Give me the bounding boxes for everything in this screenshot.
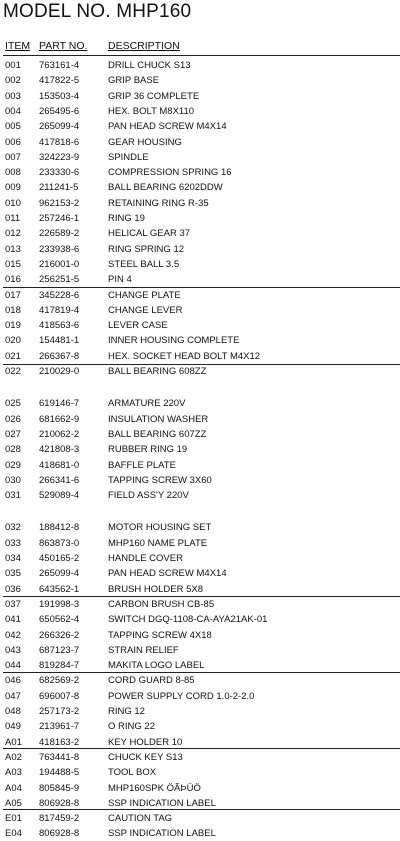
table-row: [3, 796, 400, 811]
column-header-description: DESCRIPTION: [108, 40, 180, 52]
part-description: HELICAL GEAR 37: [108, 228, 191, 240]
part-description: MAKITA LOGO LABEL: [108, 660, 205, 672]
part-number: 210062-2: [39, 428, 80, 440]
part-number: 805845-9: [39, 782, 80, 794]
item-number: 028: [5, 444, 21, 456]
item-number: 029: [5, 459, 21, 471]
item-number: 004: [5, 105, 21, 117]
table-row: [3, 473, 400, 488]
part-description: MOTOR HOUSING SET: [108, 522, 212, 534]
table-row: [3, 303, 400, 318]
part-description: O RING 22: [108, 721, 155, 733]
part-description: HEX. BOLT M8X110: [108, 105, 195, 117]
part-description: ARMATURE 220V: [108, 398, 186, 410]
table-row: [3, 643, 400, 658]
part-number: 256251-5: [39, 274, 80, 286]
table-row: [3, 750, 400, 765]
table-row: [3, 427, 400, 442]
part-description: STEEL BALL 3.5: [108, 258, 180, 270]
table-row: [3, 689, 400, 704]
item-number: 047: [5, 690, 21, 702]
item-number: 044: [5, 660, 21, 672]
part-number: 233330-6: [39, 167, 80, 179]
table-row: [3, 520, 400, 535]
item-number: 032: [5, 522, 21, 534]
table-row: [3, 412, 400, 427]
table-row: [3, 150, 400, 165]
part-number: 213961-7: [39, 721, 80, 733]
part-description: CARBON BRUSH CB-85: [108, 598, 215, 610]
item-number: 009: [5, 182, 21, 194]
item-number: 022: [5, 366, 21, 377]
part-description: GRIP 36 COMPLETE: [108, 90, 200, 102]
table-row: [3, 318, 400, 333]
part-number: 216001-0: [39, 258, 80, 270]
part-number: 962153-2: [39, 197, 80, 209]
table-row: [3, 180, 400, 195]
table-row: [3, 165, 400, 180]
part-description: TAPPING SCREW 4X18: [108, 629, 212, 641]
page-title: MODEL NO. MHP160: [3, 1, 192, 22]
part-number: 153503-4: [39, 90, 80, 102]
table-row: [3, 612, 400, 627]
part-description: CHUCK KEY S13: [108, 751, 183, 763]
table-row: [3, 58, 400, 73]
item-number: A02: [5, 751, 22, 763]
item-number: A03: [5, 767, 22, 779]
part-description: INNER HOUSING COMPLETE: [108, 335, 240, 347]
part-number: 194488-5: [39, 767, 80, 779]
part-description: RETAINING RING R-35: [108, 197, 209, 209]
table-row: [3, 73, 400, 88]
table-row: [3, 458, 400, 473]
part-description: RUBBER RING 19: [108, 444, 188, 456]
part-number: 417819-4: [39, 304, 80, 316]
item-number: 030: [5, 474, 21, 486]
item-number: 017: [5, 289, 21, 301]
item-number: 011: [5, 213, 21, 224]
part-number: 806928-8: [39, 797, 80, 809]
item-number: 003: [5, 90, 21, 102]
part-number: 226589-2: [39, 228, 80, 240]
part-description: SPINDLE: [108, 151, 149, 163]
table-row: [3, 582, 400, 597]
item-number: 034: [5, 553, 21, 564]
item-number: 010: [5, 197, 21, 209]
part-description: STRAIN RELIEF: [108, 644, 179, 656]
part-number: 188412-8: [39, 522, 80, 534]
table-row: [3, 488, 400, 503]
part-number: 324223-9: [39, 151, 80, 163]
part-number: 450165-2: [39, 553, 80, 564]
part-number: 806928-8: [39, 828, 80, 840]
item-number: 027: [5, 428, 21, 440]
part-number: 191998-3: [39, 598, 80, 610]
item-number: 025: [5, 398, 21, 410]
item-number: 031: [5, 490, 21, 502]
part-description: CHANGE PLATE: [108, 289, 181, 301]
part-number: 529089-4: [39, 490, 80, 502]
part-description: SWITCH DGQ-1108-CA-AYA21AK-01: [108, 614, 268, 626]
item-number: 033: [5, 537, 21, 549]
item-number: 036: [5, 583, 21, 595]
table-row: [3, 673, 400, 688]
part-number: 211241-5: [39, 182, 79, 194]
part-description: FIELD ASS'Y 220V: [108, 490, 189, 502]
part-description: BRUSH HOLDER 5X8: [108, 583, 204, 595]
part-number: 257246-1: [39, 213, 80, 224]
part-number: 763161-4: [39, 60, 80, 71]
item-number: 008: [5, 167, 21, 179]
part-description: RING 12: [108, 706, 145, 717]
part-number: 421808-3: [39, 444, 80, 456]
table-row: [3, 781, 400, 796]
item-number: E04: [5, 828, 22, 840]
part-number: 863873-0: [39, 537, 80, 549]
table-row: [3, 566, 400, 581]
table-row: [3, 257, 400, 272]
table-row: [3, 364, 400, 379]
part-number: 257173-2: [39, 706, 80, 717]
table-row: [3, 196, 400, 211]
part-number: 266326-2: [39, 629, 80, 641]
part-number: 687123-7: [39, 644, 80, 656]
part-number: 265099-4: [39, 568, 80, 580]
item-number: 035: [5, 568, 21, 580]
item-number: 048: [5, 706, 21, 717]
part-description: KEY HOLDER 10: [108, 736, 183, 748]
part-number: 210029-0: [39, 366, 80, 377]
column-header-item: ITEM: [5, 40, 31, 52]
part-description: BAFFLE PLATE: [108, 459, 176, 471]
part-description: PAN HEAD SCREW M4X14: [108, 568, 227, 580]
table-row: [3, 104, 400, 119]
part-description: TOOL BOX: [108, 767, 157, 779]
table-header: [3, 40, 400, 53]
part-number: 682569-2: [39, 675, 80, 687]
part-description: MHP160 NAME PLATE: [108, 537, 208, 549]
item-number: 005: [5, 121, 21, 133]
table-row: [3, 704, 400, 719]
item-number: 043: [5, 644, 21, 656]
table-row: [3, 811, 400, 826]
part-number: 265099-4: [39, 121, 80, 133]
item-number: 042: [5, 629, 21, 641]
table-row: [3, 272, 400, 287]
part-description: SSP INDICATION LABEL: [108, 828, 216, 840]
table-row: [3, 765, 400, 780]
part-description: BALL BEARING 608ZZ: [108, 366, 207, 377]
part-number: 650562-4: [39, 614, 80, 626]
table-row: [3, 89, 400, 104]
part-number: 696007-8: [39, 690, 80, 702]
part-description: RING 19: [108, 213, 145, 224]
item-number: 001: [5, 60, 21, 71]
part-number: 418163-2: [39, 736, 80, 748]
item-number: 026: [5, 413, 21, 425]
part-number: 154481-1: [39, 335, 80, 347]
item-number: A05: [5, 797, 22, 809]
table-row: [3, 719, 400, 734]
table-row: [3, 119, 400, 134]
table-row: [3, 442, 400, 457]
item-number: A04: [5, 782, 22, 794]
table-row: [3, 242, 400, 257]
table-row: [3, 211, 400, 226]
table-row: [3, 349, 400, 364]
part-number: 266367-8: [39, 350, 80, 362]
part-number: 417822-5: [39, 75, 80, 87]
part-description: CAUTION TAG: [108, 813, 173, 825]
part-description: GRIP BASE: [108, 75, 160, 87]
item-number: 013: [5, 243, 21, 255]
column-header-part-no: PART NO.: [39, 40, 88, 52]
table-row: [3, 735, 400, 750]
table-row: [3, 628, 400, 643]
part-number: 681662-9: [39, 413, 80, 425]
part-description: INSULATION WASHER: [108, 413, 209, 425]
item-number: 021: [5, 350, 21, 362]
part-number: 265495-6: [39, 105, 80, 117]
item-number: 049: [5, 721, 21, 733]
table-row: [3, 396, 400, 411]
item-number: E01: [5, 813, 22, 825]
item-number: A01: [5, 736, 22, 748]
part-description: CORD GUARD 8-85: [108, 675, 195, 687]
item-number: 046: [5, 675, 21, 687]
part-description: HANDLE COVER: [108, 553, 183, 564]
part-description: POWER SUPPLY CORD 1.0-2-2.0: [108, 690, 255, 702]
part-number: 763441-8: [39, 751, 80, 763]
table-row: [3, 288, 400, 303]
part-description: LEVER CASE: [108, 320, 168, 332]
part-description: DRILL CHUCK S13: [108, 60, 191, 71]
table-row: [3, 597, 400, 612]
item-number: 019: [5, 320, 21, 332]
item-number: 002: [5, 75, 21, 87]
table-row: [3, 536, 400, 551]
part-number: 643562-1: [39, 583, 80, 595]
table-row: [3, 826, 400, 841]
part-description: PAN HEAD SCREW M4X14: [108, 121, 227, 133]
part-number: 266341-6: [39, 474, 80, 486]
part-number: 619146-7: [39, 398, 80, 410]
part-description: RING SPRING 12: [108, 243, 185, 255]
part-number: 819284-7: [39, 660, 80, 672]
part-description: MHP160SPK ÖÃÞÜÖ: [108, 782, 201, 794]
table-row: [3, 226, 400, 241]
item-number: 041: [5, 614, 21, 626]
part-description: BALL BEARING 607ZZ: [108, 428, 207, 440]
part-description: GEAR HOUSING: [108, 136, 182, 148]
item-number: 015: [5, 258, 21, 270]
item-number: 006: [5, 136, 21, 148]
part-description: BALL BEARING 6202DDW: [108, 182, 223, 194]
item-number: 012: [5, 228, 21, 240]
part-description: PIN 4: [108, 274, 132, 286]
part-number: 233938-6: [39, 243, 80, 255]
part-number: 418681-0: [39, 459, 80, 471]
item-number: 020: [5, 335, 21, 347]
part-description: CHANGE LEVER: [108, 304, 183, 316]
part-description: HEX. SOCKET HEAD BOLT M4X12: [108, 350, 261, 362]
part-number: 418563-6: [39, 320, 80, 332]
part-number: 417818-6: [39, 136, 80, 148]
item-number: 018: [5, 304, 21, 316]
table-row: [3, 658, 400, 673]
part-number: 345228-6: [39, 289, 80, 301]
table-row: [3, 551, 400, 566]
part-number: 817459-2: [39, 813, 80, 825]
part-description: TAPPING SCREW 3X60: [108, 474, 212, 486]
header-divider: [3, 55, 400, 56]
table-row: [3, 333, 400, 348]
part-description: COMPRESSION SPRING 16: [108, 167, 232, 179]
part-description: SSP INDICATION LABEL: [108, 797, 216, 809]
item-number: 037: [5, 598, 21, 610]
item-number: 016: [5, 274, 21, 286]
table-row: [3, 135, 400, 150]
item-number: 007: [5, 151, 21, 163]
